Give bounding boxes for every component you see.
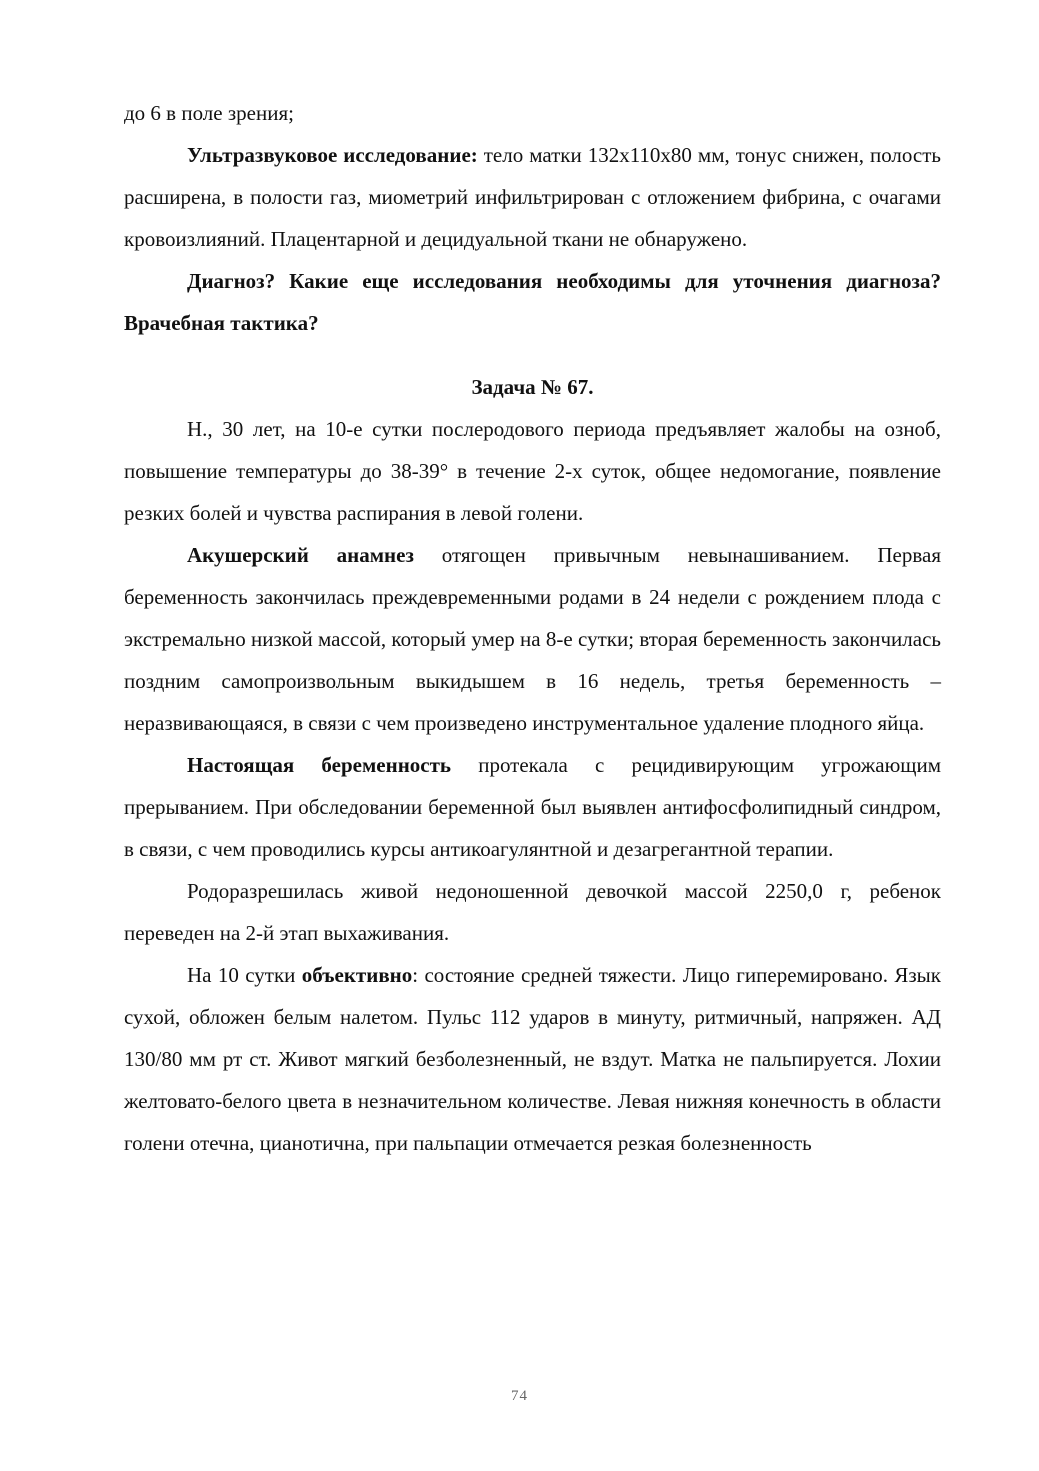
bold-label: Акушерский анамнез <box>187 543 414 567</box>
paragraph-complaints: Н., 30 лет, на 10-е сутки послеродового периода предъявляет жалобы на озноб, повышение температуры до 38-39° в течение 2-х суток, общее недомогание, появление резких болей и чувства распирания в левой голени. <box>124 417 941 525</box>
page-number: 74 <box>511 1388 528 1404</box>
paragraph-ultrasound: Ультразвуковое исследование: тело матки 132х110х80 мм, тонус снижен, полость расширена, в полости газ, миометрий инфильтрирован с отложением фибрина, с очагами кровоизлияний. Плацентарной и децидуальной ткани не обнаружено. <box>124 143 941 251</box>
paragraph-delivery: Родоразрешилась живой недоношенной девочкой массой 2250,0 г, ребенок переведен на 2-й этап выхаживания. <box>124 879 941 945</box>
paragraph-current-pregnancy: Настоящая беременность протекала с рецидивирующим угрожающим прерыванием. При обследовании беременной был выявлен антифосфолипидный синдром, в связи, с чем проводились курсы антикоагулянтной и дезагрегантной терапии. <box>124 753 941 861</box>
paragraph-objective: На 10 сутки объективно: состояние средней тяжести. Лицо гиперемировано. Язык сухой, обложен белым налетом. Пульс 112 ударов в минуту, ритмичный, напряжен. АД 130/80 мм рт ст. Живот мягкий безболезненный, не вздут. Матка не пальпируется. Лохии желтовато-белого цвета в незначительном количестве. Левая нижняя конечность в области голени отечна, цианотична, при пальпации отмечается резкая болезненность <box>124 963 941 1155</box>
bold-questions: Диагноз? Какие еще исследования необходимы для уточнения диагноза? Врачебная тактика? <box>124 269 941 335</box>
paragraph-questions <box>124 260 941 344</box>
paragraph-obstetric-history: Акушерский анамнез отягощен привычным невынашиванием. Первая беременность закончилась преждевременными родами в 24 недели с рождением плода с экстремально низкой массой, который умер на 8-е сутки; вторая беременность закончилась поздним самопроизвольным выкидышем в 16 недель, третья беременность – неразвивающаяся, в связи с чем произведено инструментальное удаление плодного яйца. <box>124 543 941 735</box>
task-title: Задача № 67. <box>471 375 594 399</box>
bold-label: Настоящая беременность <box>187 753 452 777</box>
document-page <box>124 92 941 1164</box>
paragraph-urine-end: до 6 в поле зрения; <box>124 101 294 125</box>
bold-label: Ультразвуковое исследование: <box>187 143 478 167</box>
bold-label: объективно <box>301 963 413 987</box>
